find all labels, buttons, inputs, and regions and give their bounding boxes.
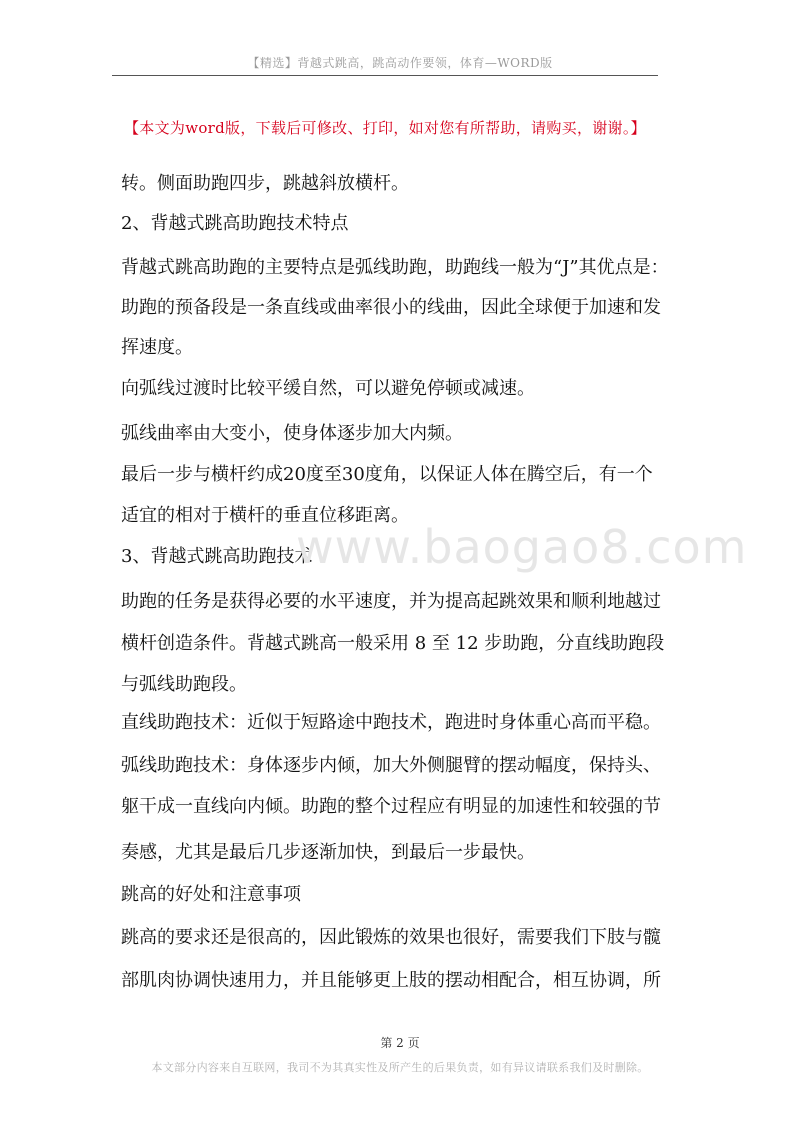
- body-line: 助跑的任务是获得必要的水平速度，并为提高起跳效果和顺利地越过: [121, 591, 661, 612]
- body-line: 助跑的预备段是一条直线或曲率很小的线曲，因此全球便于加速和发: [121, 297, 661, 318]
- body-line: 转。侧面助跑四步，跳越斜放横杆。: [121, 173, 409, 194]
- footer-disclaimer: 本文部分内容来自互联网，我司不为其真实性及所产生的后果负责，如有异议请联系我们及时删除。: [151, 1061, 649, 1074]
- body-line: 弧线助跑技术：身体逐步内倾，加大外侧腿臂的摆动幅度，保持头、: [121, 755, 661, 776]
- header-divider: [112, 75, 658, 76]
- body-line: 躯干成一直线向内倾。助跑的整个过程应有明显的加速性和较强的节: [121, 796, 661, 817]
- watermark-logo: www.baogao8.com: [296, 520, 748, 574]
- word-version-notice: 【本文为word版，下载后可修改、打印，如对您有所帮助，请购买，谢谢。】: [124, 119, 646, 137]
- page-number: 第 2 页: [380, 1036, 420, 1050]
- body-line: 最后一步与横杆约成20度至30度角，以保证人体在腾空后，有一个: [121, 464, 653, 485]
- section-heading: 2、背越式跳高助跑技术特点: [121, 213, 349, 234]
- body-line: 横杆创造条件。背越式跳高一般采用 8 至 12 步助跑，分直线助跑段: [121, 633, 665, 654]
- body-line: 奏感，尤其是最后几步逐渐加快，到最后一步最快。: [121, 842, 535, 863]
- body-line: 与弧线助跑段。: [121, 674, 247, 695]
- body-line: 弧线曲率由大变小，使身体逐步加大内频。: [121, 423, 463, 444]
- section-heading: 3、背越式跳高助跑技术: [121, 546, 313, 567]
- body-line: 背越式跳高助跑的主要特点是弧线助跑，助跑线一般为“J”其优点是：: [121, 257, 669, 278]
- body-line: 跳高的要求还是很高的，因此锻炼的效果也很好，需要我们下肢与髋: [121, 927, 661, 948]
- header-title: 【精选】背越式跳高，跳高动作要领，体育—WORD版: [247, 56, 553, 70]
- body-line: 直线助跑技术：近似于短路途中跑技术，跑进时身体重心高而平稳。: [121, 712, 661, 733]
- body-line: 适宜的相对于横杆的垂直位移距离。: [121, 505, 409, 526]
- body-line: 向弧线过渡时比较平缓自然，可以避免停顿或减速。: [121, 378, 535, 399]
- body-line: 部肌肉协调快速用力，并且能够更上肢的摆动相配合，相互协调，所: [121, 970, 661, 991]
- section-heading: 跳高的好处和注意事项: [121, 884, 301, 905]
- body-line: 挥速度。: [121, 337, 193, 358]
